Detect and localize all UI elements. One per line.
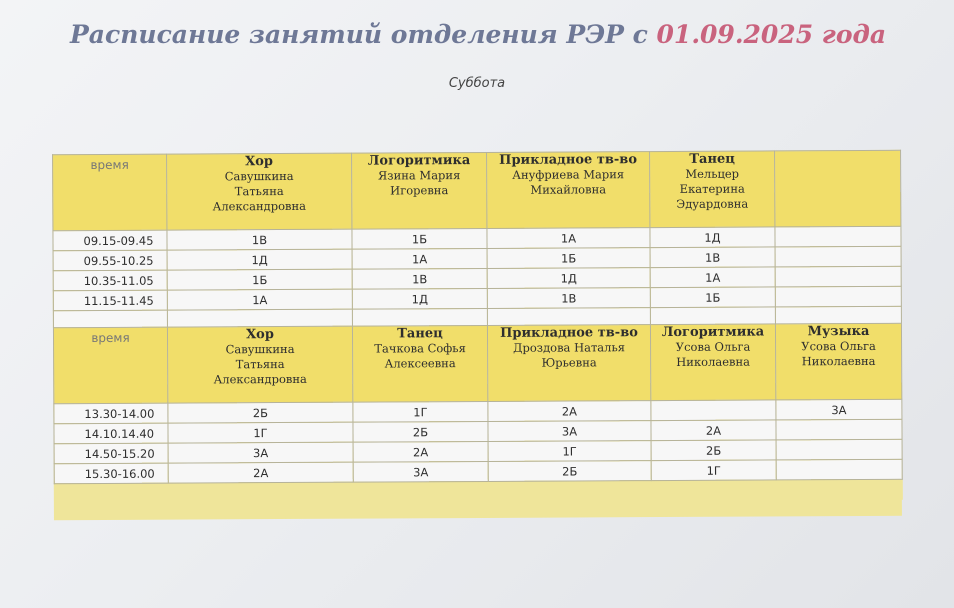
class-cell: 1Д (167, 249, 352, 270)
class-cell: 1Г (488, 441, 651, 462)
subject-header (775, 323, 901, 400)
time-header-label: время (90, 157, 129, 173)
class-cell: 1А (352, 248, 487, 269)
teacher-name-line: Мельцер (685, 166, 740, 181)
title-main: Расписание занятий отделения РЭР с (70, 20, 657, 49)
subject-header (352, 152, 487, 229)
teacher-name-line: Татьяна (235, 357, 285, 372)
schedule-table-wrap (52, 150, 902, 520)
teacher-name-line: Язина Мария (377, 168, 461, 183)
class-cell: 2Б (353, 421, 488, 442)
subject-header (487, 152, 650, 229)
subject-title: Хор (246, 327, 274, 343)
subject-header (167, 153, 352, 230)
time-cell: 11.15-11.45 (53, 290, 167, 311)
spacer-cell (167, 309, 352, 327)
teacher-name-line: Усова Ольга (801, 338, 876, 354)
class-cell: 1Д (487, 268, 650, 289)
class-cell: 2А (488, 401, 651, 422)
class-cell: 1А (167, 289, 352, 310)
class-cell: 1Б (352, 228, 487, 249)
subject-title: Логоритмика (661, 324, 765, 341)
subject-title: Танец (397, 326, 443, 342)
class-cell: 3А (488, 421, 651, 442)
schedule-table (52, 150, 903, 504)
class-cell: 1Г (353, 401, 488, 422)
subject-header (352, 325, 487, 402)
subject-header (775, 150, 901, 227)
class-cell: 1Б (167, 269, 352, 290)
teacher-name-line: Татьяна (234, 184, 284, 199)
teacher-name-line: Екатерина (679, 181, 745, 196)
subject-header (167, 326, 352, 403)
class-cell: 1В (167, 229, 352, 250)
class-cell (775, 266, 901, 287)
teacher-name-line: Николаевна (801, 353, 876, 369)
class-cell: 2А (353, 441, 488, 462)
time-header (53, 154, 167, 231)
time-cell: 14.10.14.40 (54, 423, 168, 444)
class-cell (776, 439, 902, 460)
class-cell: 2Б (651, 440, 776, 461)
class-cell: 2А (651, 420, 776, 441)
class-cell: 1А (650, 267, 775, 288)
class-cell (776, 419, 902, 440)
class-cell: 2Б (488, 461, 651, 482)
time-cell: 10.35-11.05 (53, 270, 167, 291)
class-cell: 1В (650, 247, 775, 268)
teacher-name-line: Усова Ольга (675, 339, 751, 354)
spacer-cell (352, 308, 487, 326)
class-cell (775, 246, 901, 267)
time-cell: 13.30-14.00 (54, 403, 168, 424)
class-cell (776, 459, 902, 480)
teacher-name-line: Дроздова Наталья (513, 340, 626, 355)
class-cell: 3А (353, 461, 488, 482)
time-cell: 09.15-09.45 (53, 230, 167, 251)
subject-title: Прикладное тв-во (500, 325, 638, 341)
subject-title: Танец (689, 151, 735, 167)
teacher-name-line: Игоревна (390, 183, 449, 198)
time-header (53, 327, 167, 404)
spacer-cell (487, 308, 650, 326)
class-cell: 1А (487, 228, 650, 249)
class-cell (651, 400, 776, 421)
header-row (53, 150, 901, 230)
subject-title: Логоритмика (367, 153, 471, 169)
subject-header (650, 324, 775, 401)
subject-title: Хор (245, 154, 274, 170)
class-cell: 2А (168, 462, 353, 483)
time-cell: 14.50-15.20 (54, 443, 168, 464)
footer-cell (54, 479, 902, 504)
footer-row (54, 479, 902, 504)
class-cell (775, 286, 901, 307)
teacher-name-line: Савушкина (224, 168, 294, 184)
subject-title: Музыка (807, 323, 870, 340)
time-cell: 15.30-16.00 (54, 463, 168, 484)
class-cell: 3А (168, 442, 353, 463)
subject-header (650, 151, 775, 228)
time-cell: 09.55-10.25 (53, 250, 167, 271)
spacer-cell (650, 307, 775, 325)
class-cell: 1Б (650, 287, 775, 308)
teacher-name-line: Тачкова Софья (374, 341, 466, 356)
spacer-cell (775, 306, 901, 324)
class-cell: 1В (487, 288, 650, 309)
teacher-name-line: Александровна (212, 198, 307, 214)
spacer-cell (53, 310, 167, 328)
class-cell: 1Д (352, 288, 487, 309)
day-label: Суббота (448, 76, 506, 91)
teacher-name-line: Александровна (213, 371, 307, 387)
class-cell: 2Б (168, 402, 353, 423)
page-title (70, 20, 890, 49)
teacher-name-line: Юрьевна (541, 355, 597, 370)
class-cell (775, 226, 901, 247)
teacher-name-line: Савушкина (225, 341, 295, 357)
class-cell: 1Г (168, 422, 353, 443)
class-cell: 1Д (650, 227, 775, 248)
title-date: 01.09.2025 года (656, 20, 887, 49)
class-cell: 1Г (651, 460, 776, 481)
teacher-name-line: Алексеевна (384, 356, 456, 371)
header-row (53, 323, 901, 403)
class-cell: 3А (776, 399, 902, 420)
time-header-label: время (91, 330, 130, 346)
teacher-name-line: Эдуардовна (676, 196, 749, 211)
subject-title: Прикладное тв-во (499, 152, 638, 168)
teacher-name-line: Николаевна (676, 354, 751, 369)
class-cell: 1В (352, 268, 487, 289)
teacher-name-line: Ануфриева Мария (512, 167, 625, 182)
subject-header (487, 325, 650, 402)
class-cell: 1Б (487, 248, 650, 269)
teacher-name-line: Михайловна (530, 182, 607, 197)
